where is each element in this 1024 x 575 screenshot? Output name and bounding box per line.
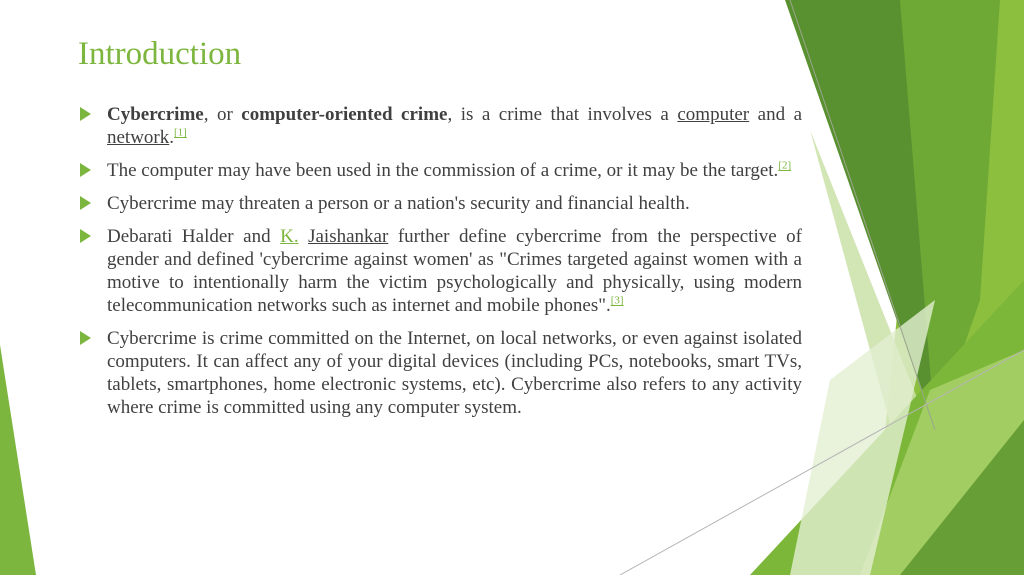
bullet-text: Cybercrime is crime committed on the Internet, on local networks, or even against isolated computers. It can affect any of your digital devices (including PCs, notebooks, smart TVs, tablets, smartphones, home electronic systems, etc). Cybercrime also refers to any activity where crime is committed using any computer system.: [107, 328, 802, 418]
text-segment: and a: [749, 104, 803, 125]
bullet-arrow-icon: [80, 331, 91, 345]
bullet-item-1: [78, 103, 802, 149]
bullet-arrow-icon: [80, 229, 91, 243]
text-segment: .: [169, 127, 175, 148]
text-segment: , is a crime that involves a: [447, 104, 678, 125]
term-computer-oriented-crime: computer-oriented crime: [241, 104, 448, 125]
link-jaishankar[interactable]: Jaishankar: [308, 226, 389, 247]
text-segment: Debarati Halder and: [107, 226, 281, 247]
text-segment: further define cybercrime from the perspective of gender and defined 'cybercrime against women' as "Crimes targeted against women with a motive to intentionally harm the victim psychologically and physically, using modern telecommunication networks such as internet and mobile phones".: [107, 226, 802, 316]
reference-link-1[interactable]: [1]: [174, 126, 187, 139]
bullet-arrow-icon: [80, 107, 91, 121]
reference-link-2[interactable]: [2]: [778, 159, 792, 172]
bullet-arrow-icon: [80, 163, 91, 177]
link-network[interactable]: network: [107, 127, 170, 148]
bullet-text: Cybercrime may threaten a person or a nation's security and financial health.: [107, 193, 690, 214]
bullet-item-3: [78, 192, 802, 215]
decor-left-corner: [0, 345, 36, 575]
text-segment: , or: [203, 104, 242, 125]
slide-title: Introduction: [78, 36, 242, 72]
bullet-item-5: [78, 327, 802, 419]
term-cybercrime: Cybercrime: [107, 104, 204, 125]
bullet-arrow-icon: [80, 196, 91, 210]
bullet-item-4: [78, 225, 802, 317]
bullet-item-2: [78, 159, 802, 182]
link-computer[interactable]: computer: [677, 104, 750, 125]
slide-content: [78, 103, 802, 429]
bullet-text: The computer may have been used in the commission of a crime, or it may be the target.: [107, 160, 779, 181]
reference-link-3[interactable]: [3]: [610, 294, 624, 307]
link-k[interactable]: K.: [280, 226, 299, 247]
